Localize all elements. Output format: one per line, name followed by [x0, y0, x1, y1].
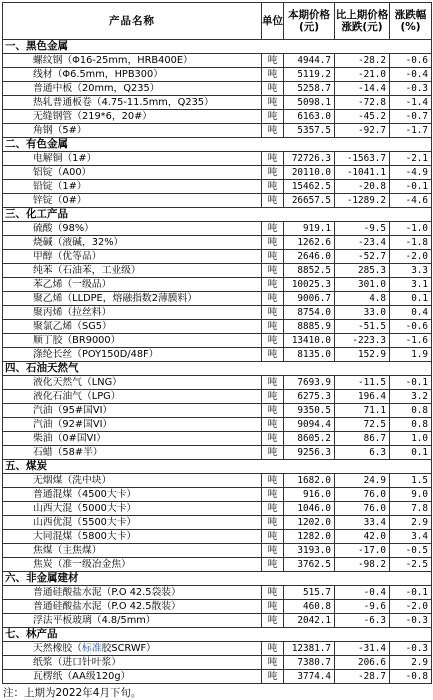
price-cell: 1282.0	[284, 530, 335, 544]
change-cell: -28.2	[335, 54, 390, 68]
price-cell: 8754.0	[284, 306, 335, 320]
category-title: 七、林产品	[3, 628, 432, 642]
unit-cell: 吨	[262, 278, 284, 292]
unit-cell: 吨	[262, 418, 284, 432]
unit-cell: 吨	[262, 124, 284, 138]
change-cell: -92.7	[335, 124, 390, 138]
price-cell: 3193.0	[284, 544, 335, 558]
category-row	[3, 460, 432, 474]
price-table	[2, 2, 432, 684]
price-cell: 5258.7	[284, 82, 335, 96]
price-cell: 8135.0	[284, 348, 335, 362]
change-cell: 33.0	[335, 306, 390, 320]
product-name-cell: 焦煤（主焦煤）	[3, 544, 262, 558]
product-name-cell: 铅锭（1#）	[3, 180, 262, 194]
product-name-cell: 液化石油气（LPG）	[3, 390, 262, 404]
footnote: 注：上期为2022年4月下旬。	[3, 687, 142, 699]
product-name-cell: 电解铜（1#）	[3, 152, 262, 166]
unit-cell: 吨	[262, 558, 284, 572]
header-unit: 单位	[262, 3, 284, 40]
unit-cell: 吨	[262, 656, 284, 670]
price-cell: 3762.5	[284, 558, 335, 572]
price-cell: 9006.7	[284, 292, 335, 306]
unit-cell: 吨	[262, 236, 284, 250]
change-cell: -45.2	[335, 110, 390, 124]
category-row	[3, 572, 432, 586]
change-cell: 6.3	[335, 446, 390, 460]
change-cell: -21.0	[335, 68, 390, 82]
unit-cell: 吨	[262, 530, 284, 544]
table-row	[3, 376, 432, 390]
pct-cell: -1.4	[390, 96, 432, 110]
change-cell: -6.3	[335, 614, 390, 628]
pct-cell: -0.1	[390, 180, 432, 194]
product-name-cell: 天然橡胶（标准胶SCRWF）	[3, 642, 262, 656]
change-cell: 76.0	[335, 502, 390, 516]
pct-cell: -0.1	[390, 586, 432, 600]
unit-cell: 吨	[262, 544, 284, 558]
pct-cell: 0.8	[390, 404, 432, 418]
change-cell: -0.4	[335, 586, 390, 600]
price-cell: 7380.7	[284, 656, 335, 670]
pct-cell: -4.6	[390, 194, 432, 208]
unit-cell: 吨	[262, 614, 284, 628]
price-cell: 8605.2	[284, 432, 335, 446]
price-cell: 26657.5	[284, 194, 335, 208]
change-cell: -17.0	[335, 544, 390, 558]
unit-cell: 吨	[262, 166, 284, 180]
price-cell: 5098.1	[284, 96, 335, 110]
unit-cell: 吨	[262, 54, 284, 68]
change-cell: -9.5	[335, 222, 390, 236]
unit-cell: 吨	[262, 250, 284, 264]
pct-cell: -0.1	[390, 376, 432, 390]
change-cell: 33.4	[335, 516, 390, 530]
header-name: 产品名称	[3, 3, 262, 40]
product-name-cell: 石蜡（58#半）	[3, 446, 262, 460]
table-body	[3, 40, 432, 684]
price-cell: 5119.2	[284, 68, 335, 82]
header-pct: 涨跌幅(%)	[390, 3, 432, 40]
price-cell: 20110.0	[284, 166, 335, 180]
product-name-cell: 普通混煤（4500大卡）	[3, 488, 262, 502]
pct-cell: -2.0	[390, 600, 432, 614]
price-cell: 5357.5	[284, 124, 335, 138]
pct-cell: -0.6	[390, 320, 432, 334]
table-row	[3, 642, 432, 656]
pct-cell: -0.3	[390, 614, 432, 628]
price-table-container	[2, 2, 431, 700]
change-cell: 86.7	[335, 432, 390, 446]
change-cell: -28.7	[335, 670, 390, 684]
product-name-cell: 液化天然气（LNG）	[3, 376, 262, 390]
unit-cell: 吨	[262, 348, 284, 362]
unit-cell: 吨	[262, 180, 284, 194]
product-name-cell: 硫酸（98%）	[3, 222, 262, 236]
price-cell: 13410.0	[284, 334, 335, 348]
pct-cell: -2.5	[390, 558, 432, 572]
table-row	[3, 656, 432, 670]
pct-cell: 0.1	[390, 446, 432, 460]
change-cell: 24.9	[335, 474, 390, 488]
price-cell: 9094.4	[284, 418, 335, 432]
product-name-cell: 无缝钢管（219*6，20#）	[3, 110, 262, 124]
price-cell: 6163.0	[284, 110, 335, 124]
product-name-cell: 纯苯（石油苯，工业级）	[3, 264, 262, 278]
pct-cell: 2.9	[390, 516, 432, 530]
pct-cell: -1.7	[390, 124, 432, 138]
price-cell: 919.1	[284, 222, 335, 236]
table-row	[3, 418, 432, 432]
unit-cell: 吨	[262, 264, 284, 278]
change-cell: 72.5	[335, 418, 390, 432]
pct-cell: -1.8	[390, 236, 432, 250]
table-row	[3, 292, 432, 306]
table-row	[3, 558, 432, 572]
pct-cell: 7.8	[390, 502, 432, 516]
unit-cell: 吨	[262, 432, 284, 446]
price-cell: 2042.1	[284, 614, 335, 628]
product-name-cell: 聚丙烯（拉丝料）	[3, 306, 262, 320]
price-cell: 4944.7	[284, 54, 335, 68]
unit-cell: 吨	[262, 292, 284, 306]
table-row	[3, 474, 432, 488]
change-cell: -20.8	[335, 180, 390, 194]
change-cell: 4.8	[335, 292, 390, 306]
category-title: 四、石油天然气	[3, 362, 432, 376]
pct-cell: -0.4	[390, 68, 432, 82]
pct-cell: 1.9	[390, 348, 432, 362]
change-cell: 301.0	[335, 278, 390, 292]
pct-cell: 3.2	[390, 390, 432, 404]
table-row	[3, 432, 432, 446]
change-cell: 152.9	[335, 348, 390, 362]
change-cell: -11.5	[335, 376, 390, 390]
pct-cell: 0.4	[390, 306, 432, 320]
price-cell: 10025.3	[284, 278, 335, 292]
price-cell: 2646.0	[284, 250, 335, 264]
table-row	[3, 502, 432, 516]
pct-cell: 3.4	[390, 530, 432, 544]
table-row	[3, 614, 432, 628]
price-cell: 12381.7	[284, 642, 335, 656]
product-name-cell: 焦炭（准一级冶金焦）	[3, 558, 262, 572]
table-row	[3, 166, 432, 180]
table-row	[3, 488, 432, 502]
unit-cell: 吨	[262, 320, 284, 334]
pct-cell: -1.0	[390, 222, 432, 236]
table-row	[3, 54, 432, 68]
pct-cell: -0.8	[390, 670, 432, 684]
price-cell: 8852.5	[284, 264, 335, 278]
table-row	[3, 600, 432, 614]
change-cell: -23.4	[335, 236, 390, 250]
unit-cell: 吨	[262, 670, 284, 684]
pct-cell: 1.5	[390, 474, 432, 488]
product-name-cell: 普通硅酸盐水泥（P.O 42.5散装）	[3, 600, 262, 614]
unit-cell: 吨	[262, 96, 284, 110]
pct-cell: 9.0	[390, 488, 432, 502]
pct-cell: -0.5	[390, 544, 432, 558]
change-cell: 285.3	[335, 264, 390, 278]
table-row	[3, 516, 432, 530]
table-row	[3, 334, 432, 348]
unit-cell: 吨	[262, 404, 284, 418]
unit-cell: 吨	[262, 600, 284, 614]
pct-cell: 3.1	[390, 278, 432, 292]
table-row	[3, 320, 432, 334]
change-cell: -72.8	[335, 96, 390, 110]
table-row	[3, 446, 432, 460]
product-name-cell: 螺纹钢（Φ16-25mm，HRB400E）	[3, 54, 262, 68]
product-name-cell: 瓦楞纸（AA级120g）	[3, 670, 262, 684]
change-cell: 206.6	[335, 656, 390, 670]
product-name-cell: 纸浆（进口针叶浆）	[3, 656, 262, 670]
table-row	[3, 236, 432, 250]
category-row	[3, 208, 432, 222]
change-cell: -1289.2	[335, 194, 390, 208]
table-row	[3, 152, 432, 166]
product-name-cell: 大同混煤（5800大卡）	[3, 530, 262, 544]
price-cell: 460.8	[284, 600, 335, 614]
unit-cell: 吨	[262, 82, 284, 96]
table-row	[3, 670, 432, 684]
change-cell: -14.4	[335, 82, 390, 96]
unit-cell: 吨	[262, 110, 284, 124]
price-cell: 6275.3	[284, 390, 335, 404]
price-cell: 1046.0	[284, 502, 335, 516]
change-cell: -1041.1	[335, 166, 390, 180]
table-row	[3, 306, 432, 320]
product-name-cell: 无烟煤（洗中块）	[3, 474, 262, 488]
pct-cell: -1.6	[390, 334, 432, 348]
product-name-cell: 浮法平板玻璃（4.8/5mm）	[3, 614, 262, 628]
change-cell: 196.4	[335, 390, 390, 404]
unit-cell: 吨	[262, 642, 284, 656]
pct-cell: -0.3	[390, 82, 432, 96]
pct-cell: -2.1	[390, 152, 432, 166]
unit-cell: 吨	[262, 390, 284, 404]
product-name-cell: 苯乙烯（一级品）	[3, 278, 262, 292]
category-title: 一、黑色金属	[3, 40, 432, 54]
header-change: 比上期价格涨跌(元)	[335, 3, 390, 40]
unit-cell: 吨	[262, 376, 284, 390]
product-name-cell: 山西大混（5000大卡）	[3, 502, 262, 516]
category-title: 三、化工产品	[3, 208, 432, 222]
pct-cell: -0.3	[390, 642, 432, 656]
unit-cell: 吨	[262, 516, 284, 530]
price-cell: 3774.4	[284, 670, 335, 684]
category-row	[3, 628, 432, 642]
product-name-cell: 角钢（5#）	[3, 124, 262, 138]
product-name-cell: 聚乙烯（LLDPE，熔融指数2薄膜料）	[3, 292, 262, 306]
change-cell: -98.2	[335, 558, 390, 572]
change-cell: -51.5	[335, 320, 390, 334]
table-row	[3, 278, 432, 292]
price-cell: 9256.3	[284, 446, 335, 460]
price-cell: 515.7	[284, 586, 335, 600]
product-name-cell: 线材（Φ6.5mm，HPB300）	[3, 68, 262, 82]
pct-cell: -4.9	[390, 166, 432, 180]
change-cell: -223.3	[335, 334, 390, 348]
unit-cell: 吨	[262, 306, 284, 320]
table-row	[3, 124, 432, 138]
pct-cell: 3.3	[390, 264, 432, 278]
header-row	[3, 3, 432, 40]
pct-cell: -0.6	[390, 54, 432, 68]
product-name-cell: 铝锭（A00）	[3, 166, 262, 180]
product-name-cell: 山西优混（5500大卡）	[3, 516, 262, 530]
unit-cell: 吨	[262, 502, 284, 516]
product-name-cell: 汽油（95#国VI）	[3, 404, 262, 418]
pct-cell: -2.0	[390, 250, 432, 264]
highlighted-text: 标准	[81, 643, 102, 654]
change-cell: -52.7	[335, 250, 390, 264]
table-row	[3, 404, 432, 418]
unit-cell: 吨	[262, 222, 284, 236]
change-cell: 71.1	[335, 404, 390, 418]
category-row	[3, 40, 432, 54]
table-row	[3, 390, 432, 404]
unit-cell: 吨	[262, 194, 284, 208]
unit-cell: 吨	[262, 152, 284, 166]
price-cell: 7693.9	[284, 376, 335, 390]
price-cell: 1682.0	[284, 474, 335, 488]
unit-cell: 吨	[262, 488, 284, 502]
change-cell: 42.0	[335, 530, 390, 544]
change-cell: -1563.7	[335, 152, 390, 166]
product-name-cell: 汽油（92#国VI）	[3, 418, 262, 432]
product-name-cell: 锌锭（0#）	[3, 194, 262, 208]
table-row	[3, 194, 432, 208]
product-name-cell: 涤纶长丝（POY150D/48F）	[3, 348, 262, 362]
unit-cell: 吨	[262, 446, 284, 460]
table-row	[3, 348, 432, 362]
table-row	[3, 544, 432, 558]
table-row	[3, 250, 432, 264]
unit-cell: 吨	[262, 586, 284, 600]
header-price: 本期价格(元)	[284, 3, 335, 40]
table-row	[3, 82, 432, 96]
product-name-cell: 顺丁胶（BR9000）	[3, 334, 262, 348]
unit-cell: 吨	[262, 68, 284, 82]
product-name-cell: 甲醇（优等品）	[3, 250, 262, 264]
unit-cell: 吨	[262, 474, 284, 488]
change-cell: -9.6	[335, 600, 390, 614]
product-name-cell: 烧碱（液碱，32%）	[3, 236, 262, 250]
product-name-cell: 热轧普通板卷（4.75-11.5mm，Q235）	[3, 96, 262, 110]
product-name-cell: 普通硅酸盐水泥（P.O 42.5袋装）	[3, 586, 262, 600]
category-title: 五、煤炭	[3, 460, 432, 474]
category-row	[3, 362, 432, 376]
table-row	[3, 264, 432, 278]
change-cell: -31.4	[335, 642, 390, 656]
pct-cell: 0.8	[390, 418, 432, 432]
table-row	[3, 586, 432, 600]
change-cell: 76.0	[335, 488, 390, 502]
pct-cell: 0.1	[390, 292, 432, 306]
unit-cell: 吨	[262, 334, 284, 348]
price-cell: 1262.6	[284, 236, 335, 250]
pct-cell: 2.9	[390, 656, 432, 670]
table-row	[3, 530, 432, 544]
category-title: 六、非金属建材	[3, 572, 432, 586]
table-row	[3, 222, 432, 236]
price-cell: 72726.3	[284, 152, 335, 166]
price-cell: 8885.9	[284, 320, 335, 334]
pct-cell: 1.0	[390, 432, 432, 446]
price-cell: 916.0	[284, 488, 335, 502]
product-name-cell: 聚氯乙烯（SG5）	[3, 320, 262, 334]
price-cell: 15462.5	[284, 180, 335, 194]
category-row	[3, 138, 432, 152]
pct-cell: -0.7	[390, 110, 432, 124]
table-row	[3, 96, 432, 110]
price-cell: 9350.5	[284, 404, 335, 418]
table-row	[3, 68, 432, 82]
product-name-cell: 柴油（0#国VI）	[3, 432, 262, 446]
category-title: 二、有色金属	[3, 138, 432, 152]
table-row	[3, 110, 432, 124]
product-name-cell: 普通中板（20mm，Q235）	[3, 82, 262, 96]
price-cell: 1202.0	[284, 516, 335, 530]
table-row	[3, 180, 432, 194]
